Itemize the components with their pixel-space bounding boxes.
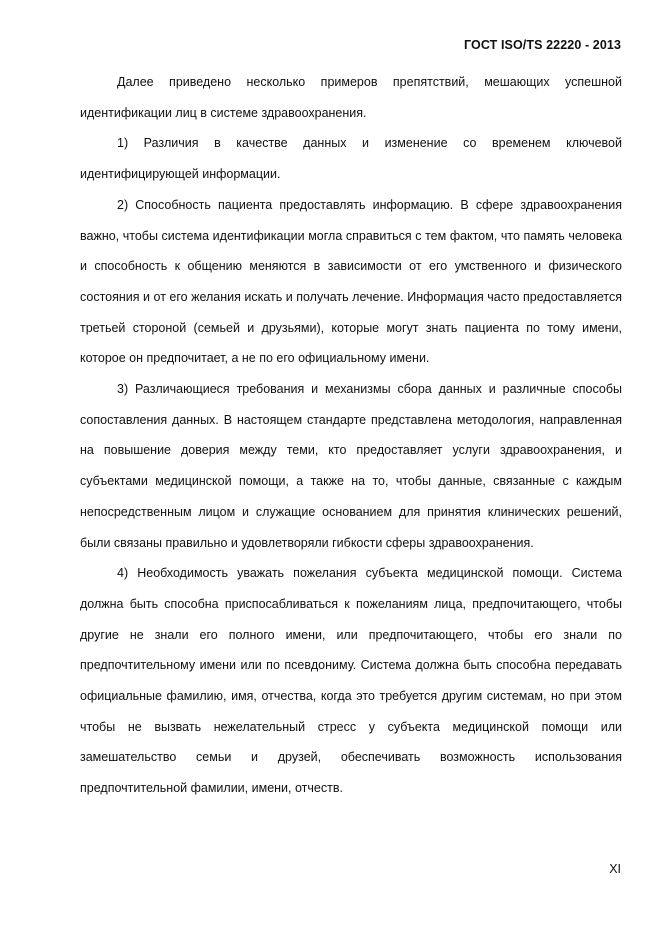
paragraph-item-2: 2) Способность пациента предоставлять информацию. В сфере здравоохранения важно, чтобы система идентификации могла справиться с тем фактом, что память человека и способность к общению меняются в зависимости от его умственного и физического состояния и от его желания искать и получать лечение. Информация часто предоставляется третьей стороной (семьей и друзьями), которые могут знать пациента по тому имени, которое он предпочитает, а не по его официальному имени. <box>80 197 622 366</box>
document-header: ГОСТ ISO/TS 22220 - 2013 <box>464 38 621 52</box>
paragraph-item-3: 3) Различающиеся требования и механизмы сбора данных и различные способы сопоставления данных. В настоящем стандарте представлена методология, направленная на повышение доверия между теми, кто предоставляет услуги здравоохранения, и субъектами медицинской помощи, а также на то, чтобы данные, связанные с каждым непосредственным лицом и служащие основанием для принятия клинических решений, были связаны правильно и удовлетворяли гибкости сферы здравоохранения. <box>80 382 622 550</box>
paragraph-item-4: 4) Необходимость уважать пожелания субъекта медицинской помощи. Система должна быть способна приспосабливаться к пожеланиям лица, предпочитающего, чтобы другие не знали его полного имени, или предпочитающего, чтобы его знали по предпочтительному имени или по псевдониму. Система должна быть способна передавать официальные фамилию, имя, отчества, когда это требуется другим системам, но при этом чтобы не вызвать нежелательный стресс у субъекта медицинской помощи или замешательство семьи и друзей, обеспечивать возможность использования предпочтительной фамилии, имени, отчеств. <box>80 566 622 796</box>
document-body <box>80 67 622 804</box>
paragraph-item-1: 1) Различия в качестве данных и изменение со временем ключевой идентифицирующей информации. <box>80 136 622 182</box>
page-number: XI <box>609 862 621 876</box>
intro-paragraph: Далее приведено несколько примеров препятствий, мешающих успешной идентификации лиц в системе здравоохранения. <box>80 75 622 120</box>
